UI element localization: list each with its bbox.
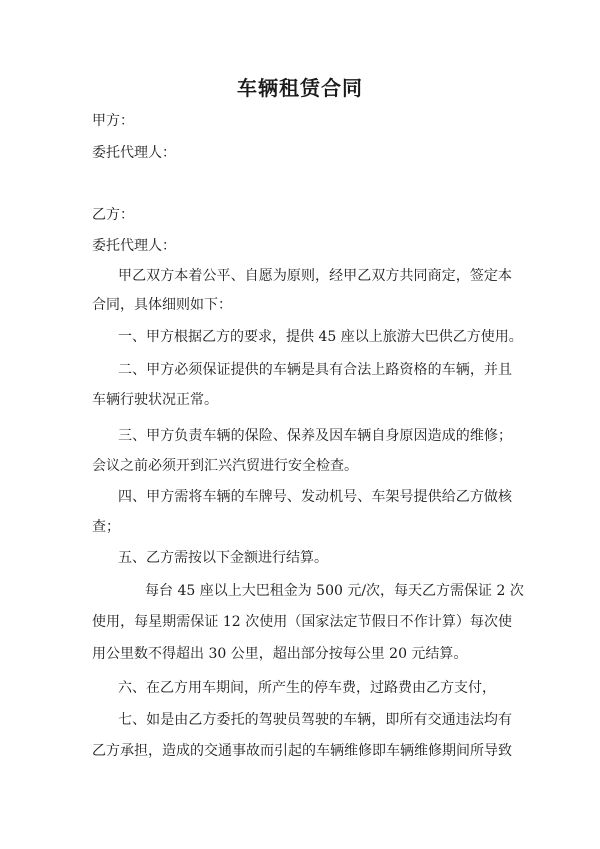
clause-5-line-3: 使用，每星期需保证 12 次使用（国家法定节假日不作计算）每次使 (92, 614, 512, 630)
party-a-label: 甲方： (92, 113, 134, 129)
clause-5-line-4: 用公里数不得超出 30 公里，超出部分按每公里 20 元结算。 (92, 646, 468, 662)
clause-1-line-1: 一、甲方根据乙方的要求，提供 45 座以上旅游大巴供乙方使用。 (118, 329, 523, 345)
party-b-label: 乙方： (92, 207, 134, 223)
clause-2-line-2: 车辆行驶状况正常。 (92, 392, 218, 408)
clause-3-line-2: 会议之前必须开到汇兴汽贸进行安全检查。 (92, 458, 358, 474)
clause-6-line-1: 六、在乙方用车期间，所产生的停车费，过路费由乙方支付， (118, 680, 496, 696)
party-b-agent-label: 委托代理人： (92, 238, 176, 254)
clause-5-line-1: 五、乙方需按以下金额进行结算。 (118, 550, 328, 566)
clause-5-line-2: 每台 45 座以上大巴租金为 500 元/次，每天乙方需保证 2 次 (145, 583, 524, 599)
clause-7-line-2: 乙方承担，造成的交通事故而引起的车辆维修即车辆维修期间所导致 (92, 743, 512, 759)
party-a-agent-label: 委托代理人： (92, 145, 176, 161)
preamble-line-2: 合同，具体细则如下： (92, 297, 232, 313)
clause-7-line-1: 七、如是由乙方委托的驾驶员驾驶的车辆，即所有交通违法均有 (118, 712, 512, 728)
clause-3-line-1: 三、甲方负责车辆的保险、保养及因车辆自身原因造成的维修； (118, 428, 512, 444)
document-title: 车辆租赁合同 (237, 76, 363, 100)
clause-4-line-1: 四、甲方需将车辆的车牌号、发动机号、车架号提供给乙方做核 (118, 489, 512, 505)
clause-4-line-2: 查； (92, 519, 120, 535)
preamble-line-1: 甲乙双方本着公平、自愿为原则，经甲乙双方共同商定，签定本 (118, 268, 512, 284)
clause-2-line-1: 二、甲方必须保证提供的车辆是具有合法上路资格的车辆，并且 (118, 362, 512, 378)
